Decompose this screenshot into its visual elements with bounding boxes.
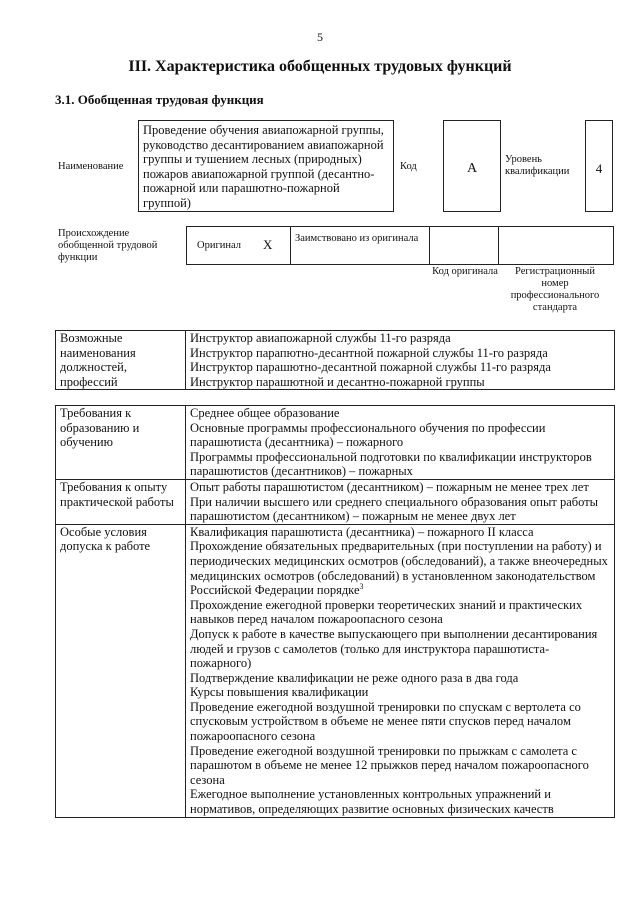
origin-divider	[429, 227, 430, 264]
origin-divider	[498, 227, 499, 264]
origin-box	[186, 226, 614, 265]
list-item: Подтверждение квалификации не реже одного раза в два года	[190, 670, 519, 685]
reg-number-caption: Регистрационный номер профессионального стандарта	[510, 266, 600, 313]
name-label: Наименование	[58, 161, 124, 172]
list-item: Инструктор парашютно-десантной пожарной службы 11-го разряда	[190, 360, 551, 375]
conditions-values	[186, 524, 615, 817]
requirements-table	[55, 405, 615, 818]
origin-divider	[290, 227, 291, 264]
table-row	[56, 406, 615, 480]
table-row	[56, 524, 615, 817]
borrowed-label: Заимствовано из оригинала	[295, 233, 419, 244]
education-label: Требования к образованию и обучению	[56, 406, 186, 480]
table-row	[56, 331, 615, 390]
list-item: При наличии высшего или среднего специального образования опыт работы парашютистом (десантником) – пожарным не менее двух лет	[190, 494, 599, 524]
original-label: Оригинал	[197, 240, 241, 251]
list-item: Опыт работы парашютистом (десантником) – пожарным не менее трех лет	[190, 479, 589, 494]
conditions-label: Особые условия допуска к работе	[56, 524, 186, 817]
level-value: 4	[595, 161, 603, 176]
experience-values	[186, 479, 615, 524]
list-item: Проведение ежегодной воздушной тренировки по прыжкам с самолета с парашютом в объеме не менее 12 прыжков перед началом пожароопасного сезона	[190, 743, 589, 787]
list-item: Ежегодное выполнение установленных контрольных упражнений и нормативов, определяющих развитие основных физических качеств	[190, 787, 554, 817]
list-item: Прохождение ежегодной проверки теоретических знаний и практических навыков перед началом пожароопасного сезона	[190, 597, 583, 627]
list-item: Допуск к работе в качестве выпускающего при выполнении десантирования людей и грузов с самолетов (только для инструктора парашютиста-пожарного)	[190, 626, 598, 671]
positions-values	[186, 331, 615, 390]
list-item: Основные программы профессионального обучения по профессии парашютиста (десантника) – пожарного	[190, 420, 546, 450]
level-label: Уровень квалификации	[505, 154, 570, 177]
education-values	[186, 406, 615, 480]
positions-table	[55, 330, 615, 390]
name-value: Проведение обучения авиапожарной группы, руководство десантированием авиапожарной группы и тушением лесных (природных) пожаров авиапожарной группой (десантно-пожарной или парашютно-пожарной группой)	[138, 120, 394, 212]
level-box	[585, 120, 613, 212]
code-original-caption: Код оригинала	[432, 266, 498, 277]
code-value: А	[466, 161, 478, 176]
table-row	[56, 479, 615, 524]
page-number: 5	[317, 30, 323, 44]
original-mark: X	[263, 237, 273, 252]
list-item: Инструктор парапютно-десантной пожарной службы 11-го разряда	[190, 345, 548, 360]
subsection-title: 3.1. Обобщенная трудовая функция	[55, 92, 264, 107]
code-label: Код	[400, 161, 417, 172]
list-item: Квалификация парашютиста (десантника) – пожарного II класса	[190, 524, 534, 539]
list-item: Инструктор парашютной и десантно-пожарной группы	[190, 374, 485, 389]
list-item: Курсы повышения квалификации	[190, 685, 369, 700]
list-item: Среднее общее образование	[190, 406, 340, 420]
code-box	[443, 120, 501, 212]
footnote-mark: 3	[359, 581, 364, 591]
section-title: III. Характеристика обобщенных трудовых функций	[128, 58, 512, 75]
list-item: Проведение ежегодной воздушной тренировки по спускам с вертолета со спусковым устройством в объеме не менее пяти спусков перед началом пожароопасного сезона	[190, 699, 581, 744]
origin-label: Происхождение обобщенной трудовой функции	[58, 228, 158, 263]
list-item: Программы профессиональной подготовки по квалификации инструкторов парашютистов (десантников) – пожарных	[190, 449, 592, 479]
list-item: Прохождение обязательных предварительных (при поступлении на работу) и периодических медицинских осмотров (обследований), а также внеочередных медицинских осмотров (обследований) в установленном законодательством Российской Федерации порядке$^3$	[190, 539, 608, 598]
experience-label: Требования к опыту практической работы	[56, 479, 186, 524]
positions-label: Возможные наименования должностей, профессий	[56, 331, 186, 390]
list-item: Инструктор авиапожарной службы 11-го разряда	[190, 331, 451, 345]
